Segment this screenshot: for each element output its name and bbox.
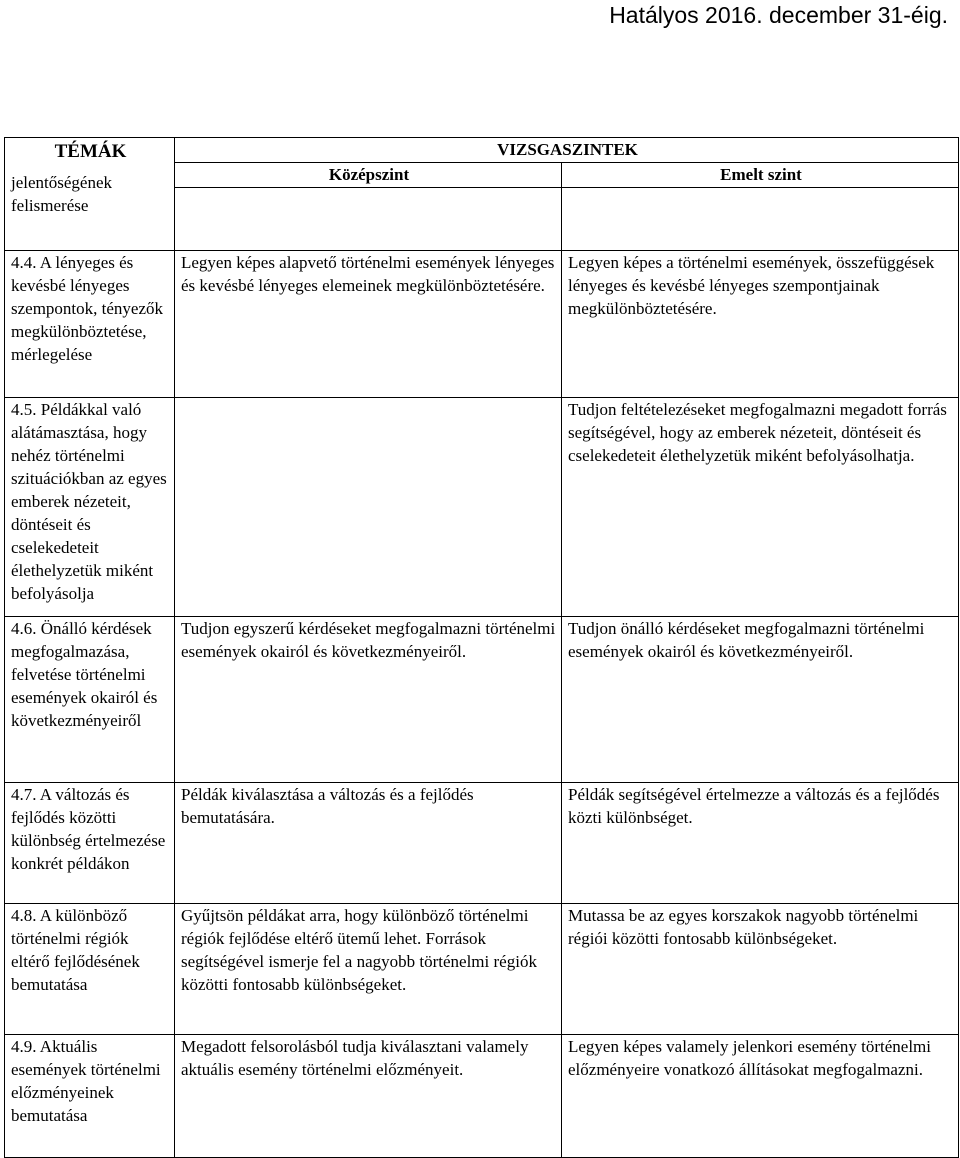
- mid-level-cell: Gyűjtsön példákat arra, hogy különböző történelmi régiók fejlődése eltérő ütemű lehet. Források segítségével ismerje fel a nagyobb történelmi régiók közötti fontosabb különbségeket.: [175, 904, 562, 1035]
- empty-cell: [562, 188, 959, 251]
- mid-level-cell: Példák kiválasztása a változás és a fejlődés bemutatására.: [175, 783, 562, 904]
- topic-cell: 4.8. A különböző történelmi régiók eltérő fejlődésének bemutatása: [5, 904, 175, 1035]
- exam-levels-header: VIZSGASZINTEK: [175, 138, 959, 163]
- table-row: [5, 251, 959, 398]
- topic-cell: 4.7. A változás és fejlődés közötti különbség értelmezése konkrét példákon: [5, 783, 175, 904]
- mid-level-header: Középszint: [175, 163, 562, 188]
- advanced-level-header: Emelt szint: [562, 163, 959, 188]
- advanced-level-cell: Példák segítségével értelmezze a változás és a fejlődés közti különbséget.: [562, 783, 959, 904]
- topic-cell: 4.9. Aktuális események történelmi előzményeinek bemutatása: [5, 1035, 175, 1158]
- advanced-level-cell: Legyen képes valamely jelenkori esemény történelmi előzményeire vonatkozó állításokat megfogalmazni.: [562, 1035, 959, 1158]
- empty-cell: [175, 188, 562, 251]
- topic-cell: 4.6. Önálló kérdések megfogalmazása, felvetése történelmi események okairól és következményeiről: [5, 617, 175, 783]
- table-row: [5, 398, 959, 617]
- table-row: [5, 1035, 959, 1158]
- topics-header-cell: [5, 138, 175, 251]
- mid-level-cell: Megadott felsorolásból tudja kiválasztani valamely aktuális esemény történelmi előzményeit.: [175, 1035, 562, 1158]
- advanced-level-cell: Legyen képes a történelmi események, összefüggések lényeges és kevésbé lényeges szempontjainak megkülönböztetésére.: [562, 251, 959, 398]
- topic-cell: 4.5. Példákkal való alátámasztása, hogy nehéz történelmi szituációkban az egyes emberek nézeteit, döntéseit és cselekedeteit élethelyzetük miként befolyásolja: [5, 398, 175, 617]
- mid-level-cell: [175, 398, 562, 617]
- advanced-level-cell: Tudjon önálló kérdéseket megfogalmazni történelmi események okairól és következményeiről.: [562, 617, 959, 783]
- validity-note: Hatályos 2016. december 31-éig.: [609, 2, 948, 28]
- mid-level-cell: Legyen képes alapvető történelmi események lényeges és kevésbé lényeges elemeinek megkülönböztetésére.: [175, 251, 562, 398]
- advanced-level-cell: Tudjon feltételezéseket megfogalmazni megadott forrás segítségével, hogy az emberek nézeteit, döntéseit és cselekedeteit élethelyzetük miként befolyásolhatja.: [562, 398, 959, 617]
- advanced-level-cell: Mutassa be az egyes korszakok nagyobb történelmi régiói közötti fontosabb különbségeket.: [562, 904, 959, 1035]
- exam-requirements-table: [4, 137, 959, 1158]
- topic-cell: 4.4. A lényeges és kevésbé lényeges szempontok, tényezők megkülönböztetése, mérlegelése: [5, 251, 175, 398]
- table-row: [5, 904, 959, 1035]
- table-row: [5, 783, 959, 904]
- topics-header: TÉMÁK: [54, 141, 127, 162]
- topic-continuation: jelentőségének felismerése: [11, 173, 113, 215]
- table-row: [5, 617, 959, 783]
- mid-level-cell: Tudjon egyszerű kérdéseket megfogalmazni történelmi események okairól és következményeiről.: [175, 617, 562, 783]
